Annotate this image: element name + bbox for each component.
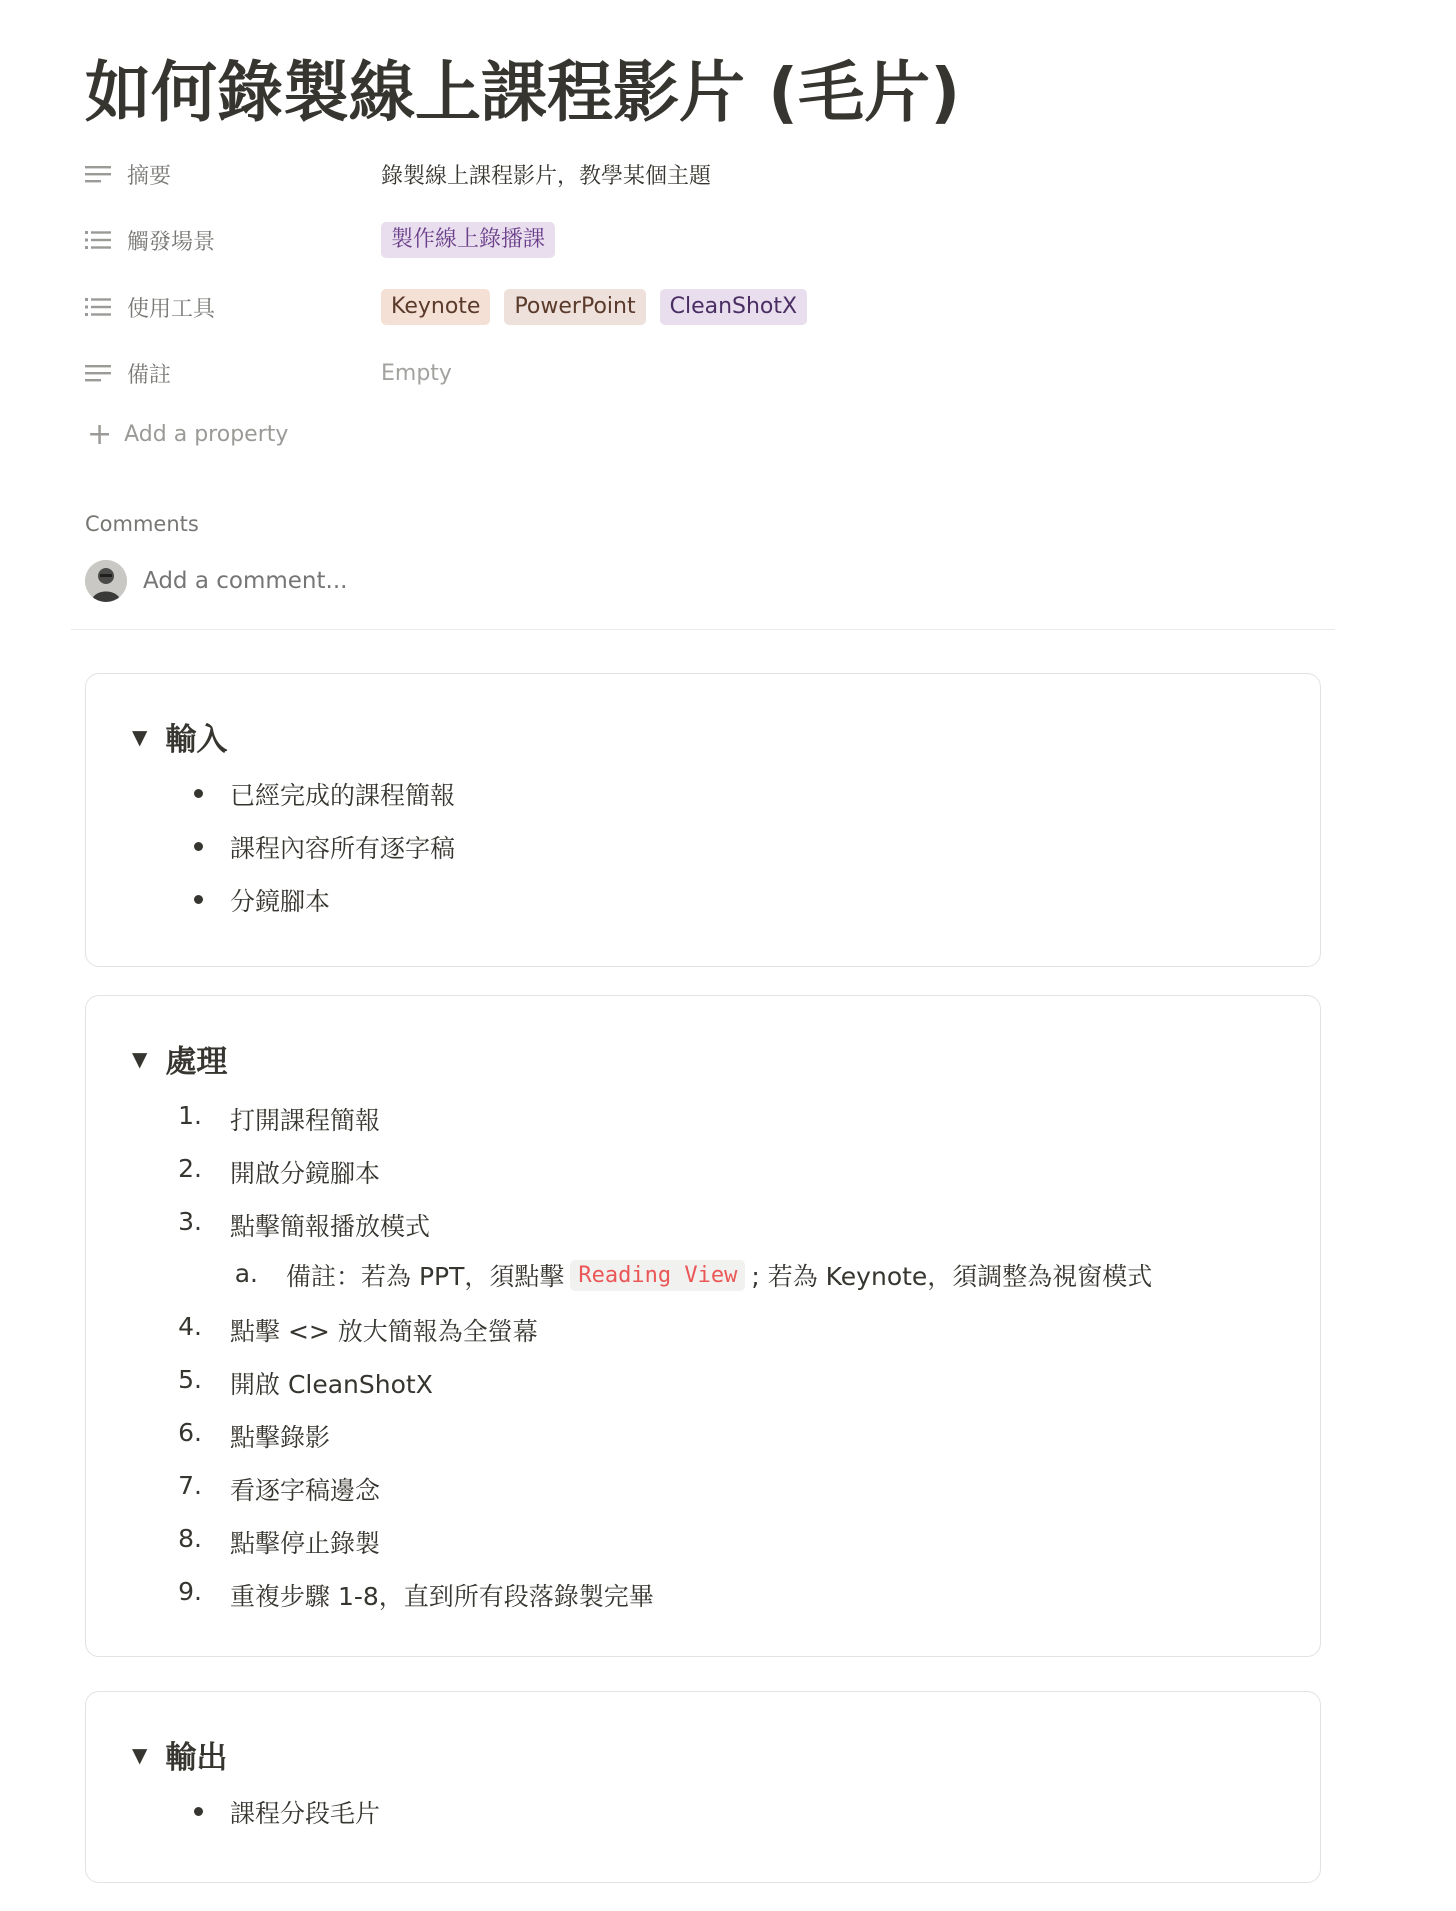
list-item: 開啟分鏡腳本 [230, 1159, 381, 1188]
avatar [85, 560, 127, 602]
list-number: 8. [178, 1524, 202, 1553]
list-number: 4. [178, 1312, 202, 1341]
list-item: 點擊簡報播放模式 [230, 1212, 431, 1241]
list-item: 分鏡腳本 [230, 887, 331, 916]
comments-label: Comments [85, 512, 199, 536]
list-item: 打開課程簡報 [230, 1106, 381, 1135]
list-number: 1. [178, 1101, 202, 1130]
list-icon [85, 295, 115, 319]
sub-list-item [286, 1257, 1152, 1293]
tag[interactable]: CleanShotX [660, 289, 808, 325]
list-item: 重複步驟 1-8，直到所有段落錄製完畢 [230, 1582, 654, 1611]
property-name: 摘要 [127, 163, 172, 189]
bullet-icon [194, 842, 203, 851]
comment-row [85, 560, 543, 602]
bullet-icon [194, 895, 203, 904]
output-toggle[interactable] [132, 1732, 227, 1777]
tag[interactable]: PowerPoint [504, 289, 645, 325]
section-heading: 輸入 [165, 722, 228, 758]
bullet-icon [194, 789, 203, 798]
text-lines-icon [85, 361, 115, 385]
property-notes[interactable] [85, 345, 1335, 401]
list-item: 課程內容所有逐字稿 [230, 834, 456, 863]
output-section-card [85, 1691, 1321, 1883]
add-property-button[interactable] [85, 416, 289, 452]
property-name: 使用工具 [127, 296, 216, 322]
list-item: 點擊錄影 [230, 1423, 331, 1452]
property-tags[interactable] [381, 222, 555, 258]
property-value-empty[interactable]: Empty [381, 360, 452, 386]
bullet-icon [194, 1807, 203, 1816]
list-number: 5. [178, 1365, 202, 1394]
substep-text-after: ; 若為 Keynote，須調整為視窗模式 [751, 1262, 1153, 1291]
property-name: 觸發場景 [127, 229, 216, 255]
list-number: 2. [178, 1154, 202, 1183]
input-toggle[interactable] [132, 714, 227, 759]
list-number: 3. [178, 1207, 202, 1236]
section-heading: 處理 [165, 1044, 228, 1080]
comment-input[interactable] [143, 568, 543, 594]
section-heading: 輸出 [165, 1740, 228, 1776]
triangle-down-icon: ▼ [132, 1046, 148, 1071]
list-letter: a. [234, 1259, 258, 1288]
list-number: 7. [178, 1471, 202, 1500]
triangle-down-icon: ▼ [132, 1742, 148, 1767]
list-number: 6. [178, 1418, 202, 1447]
list-item: 看逐字稿邊念 [230, 1476, 381, 1505]
list-item: 點擊停止錄製 [230, 1529, 381, 1558]
list-icon [85, 228, 115, 252]
substep-text-before: 備註：若為 PPT，須點擊 [286, 1262, 565, 1291]
property-trigger-scenario[interactable] [85, 212, 1335, 268]
property-name: 備註 [127, 362, 172, 388]
process-toggle[interactable] [132, 1036, 227, 1081]
list-item: 課程分段毛片 [230, 1799, 381, 1828]
property-tags[interactable] [381, 289, 807, 325]
list-item: 已經完成的課程簡報 [230, 781, 456, 810]
property-tools[interactable] [85, 279, 1335, 335]
property-summary[interactable] [85, 146, 1335, 202]
list-item: 點擊 <> 放大簡報為全螢幕 [230, 1317, 538, 1346]
tag[interactable]: 製作線上錄播課 [381, 222, 555, 258]
tag[interactable]: Keynote [381, 289, 490, 325]
input-section-card [85, 673, 1321, 967]
plus-icon: + [87, 416, 113, 452]
add-property-label: Add a property [124, 422, 289, 447]
list-item: 開啟 CleanShotX [230, 1370, 433, 1399]
text-lines-icon [85, 162, 115, 186]
inline-code: Reading View [570, 1260, 745, 1291]
divider [71, 629, 1335, 630]
page-title[interactable]: 如何錄製線上課程影片 (毛片) [85, 54, 961, 131]
process-section-card [85, 995, 1321, 1657]
triangle-down-icon: ▼ [132, 724, 148, 749]
list-number: 9. [178, 1577, 202, 1606]
property-value[interactable]: 錄製線上課程影片，教學某個主題 [381, 163, 712, 189]
